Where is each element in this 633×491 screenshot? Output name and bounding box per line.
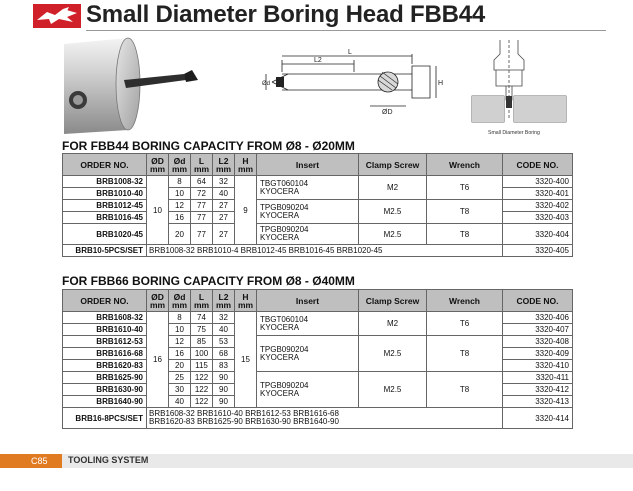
label-od-side: Ød: [262, 81, 271, 87]
table-cell: 25: [169, 372, 191, 384]
table-cell: 3320-412: [503, 384, 573, 396]
col-insert: [257, 154, 359, 176]
col-code-no: [503, 154, 573, 176]
page-footer: [0, 454, 633, 468]
table-cell: 10: [169, 324, 191, 336]
cell-text: mm: [193, 299, 210, 310]
col-order-no: [63, 290, 147, 312]
table-cell: 16: [169, 212, 191, 224]
col-order-no: [63, 154, 147, 176]
table-cell: 12: [169, 336, 191, 348]
table-cell: 122: [191, 372, 213, 384]
table-cell: 3320-402: [503, 200, 573, 212]
col-insert: [257, 290, 359, 312]
insert-cell: [257, 372, 359, 408]
table-cell: 100: [191, 348, 213, 360]
table-cell: M2: [359, 176, 427, 200]
table-cell: BRB1640-90: [63, 396, 147, 408]
height-value: 9: [235, 176, 257, 245]
cell-text: TBGT060104: [260, 178, 309, 188]
cell-text: KYOCERA: [260, 388, 300, 398]
insert-cell: [257, 336, 359, 372]
col-length2: [213, 154, 235, 176]
cell-text: ORDER NO.: [80, 159, 129, 170]
cell-text: Clamp Screw: [365, 295, 420, 306]
table-cell: 90: [213, 396, 235, 408]
table-cell: 30: [169, 384, 191, 396]
table-cell: 40: [169, 396, 191, 408]
boring-setup-diagram: [466, 40, 584, 136]
table-row: [63, 200, 573, 212]
col-wrench: [427, 154, 503, 176]
page-number: C85: [31, 456, 48, 466]
title-divider: [86, 30, 606, 31]
table-cell: 74: [191, 312, 213, 324]
col-shank-d: [169, 290, 191, 312]
insert-cell: [257, 224, 359, 245]
cell-text: H: [242, 291, 249, 302]
set-row: [63, 245, 573, 257]
table-cell: 85: [191, 336, 213, 348]
col-height: [235, 154, 257, 176]
table-cell: 64: [191, 176, 213, 188]
table-cell: 122: [191, 396, 213, 408]
cell-text: mm: [215, 163, 232, 174]
cell-text: ORDER NO.: [80, 295, 129, 306]
table-cell: 16: [169, 348, 191, 360]
table-cell: M2.5: [359, 224, 427, 245]
table-cell: T8: [427, 372, 503, 408]
table-row: [63, 224, 573, 245]
table-row: [63, 372, 573, 384]
table-cell: 122: [191, 384, 213, 396]
table-cell: M2: [359, 312, 427, 336]
cell-text: BRB1620-83 BRB1625-90 BRB1630-90 BRB1640-90: [149, 417, 339, 426]
table-cell: 77: [191, 200, 213, 212]
cell-text: CODE NO.: [516, 295, 559, 306]
table-cell: 40: [213, 188, 235, 200]
set-contents: BRB1008-32 BRB1010-4 BRB1012-45 BRB1016-45 BRB1020-45: [147, 245, 503, 257]
cell-text: TPGB090204: [260, 344, 309, 354]
cell-text: L: [198, 155, 205, 166]
cell-text: L: [198, 291, 205, 302]
table-cell: 83: [213, 360, 235, 372]
table-cell: 27: [213, 212, 235, 224]
cell-text: KYOCERA: [260, 322, 300, 332]
table-cell: BRB1016-45: [63, 212, 147, 224]
table-cell: 77: [191, 212, 213, 224]
table-cell: 12: [169, 200, 191, 212]
table-row: [63, 312, 573, 324]
cell-text: Wrench: [448, 159, 481, 170]
dimension-drawing: [262, 44, 446, 120]
table-cell: 3320-409: [503, 348, 573, 360]
cell-text: Insert: [295, 295, 320, 306]
table-cell: M2.5: [359, 200, 427, 224]
cell-text: KYOCERA: [260, 186, 300, 196]
table-cell: T6: [427, 312, 503, 336]
cell-text: BRB1608-32 BRB1610-40 BRB1612-53 BRB1616-68: [149, 409, 339, 418]
cell-text: mm: [237, 163, 254, 174]
table-cell: 3320-411: [503, 372, 573, 384]
bore-d-value: 10: [147, 176, 169, 245]
table-row: [63, 336, 573, 348]
table-row: [63, 176, 573, 188]
table-cell: 3320-407: [503, 324, 573, 336]
table-cell: 8: [169, 312, 191, 324]
col-length: [191, 154, 213, 176]
table-cell: T8: [427, 224, 503, 245]
table-cell: BRB1012-45: [63, 200, 147, 212]
col-bore-d: [147, 290, 169, 312]
table-cell: BRB1616-68: [63, 348, 147, 360]
section-title-fbb44: FOR FBB44 BORING CAPACITY FROM Ø8 - Ø20MM: [62, 139, 355, 153]
cell-text: ØD: [151, 155, 164, 166]
fbb44-spec-table: [62, 153, 573, 257]
insert-cell: [257, 200, 359, 224]
table-cell: 115: [191, 360, 213, 372]
cell-text: L2: [218, 291, 229, 302]
cell-text: mm: [171, 299, 188, 310]
col-length2: [213, 290, 235, 312]
table-cell: 3320-414: [503, 408, 573, 429]
table-cell: T8: [427, 200, 503, 224]
table-cell: T8: [427, 336, 503, 372]
table-header-row: [63, 154, 573, 176]
table-cell: BRB1020-45: [63, 224, 147, 245]
insert-cell: [257, 176, 359, 200]
footer-section-label: TOOLING SYSTEM: [68, 455, 149, 465]
insert-cell: [257, 312, 359, 336]
table-cell: 3320-400: [503, 176, 573, 188]
cell-text: Wrench: [448, 295, 481, 306]
cell-text: H: [242, 155, 249, 166]
cell-text: KYOCERA: [260, 233, 300, 242]
table-cell: 8: [169, 176, 191, 188]
page-header: [0, 0, 633, 34]
col-shank-d: [169, 154, 191, 176]
cell-text: L2: [218, 155, 229, 166]
table-cell: BRB10-5PCS/SET: [63, 245, 147, 257]
page-title: Small Diameter Boring Head FBB44: [86, 1, 486, 28]
cell-text: mm: [149, 299, 166, 310]
table-cell: BRB1630-90: [63, 384, 147, 396]
table-cell: BRB1608-32: [63, 312, 147, 324]
table-cell: 90: [213, 384, 235, 396]
label-h: H: [438, 80, 444, 87]
cell-text: CODE NO.: [516, 159, 559, 170]
cell-text: mm: [215, 299, 232, 310]
boring-head-photo: [64, 36, 252, 134]
cell-text: TBGT060104: [260, 314, 309, 324]
height-value: 15: [235, 312, 257, 408]
cell-text: Ød: [173, 291, 186, 302]
table-cell: BRB16-8PCS/SET: [63, 408, 147, 429]
cell-text: Insert: [295, 159, 320, 170]
table-cell: 75: [191, 324, 213, 336]
table-cell: 53: [213, 336, 235, 348]
table-cell: 32: [213, 312, 235, 324]
table-cell: M2.5: [359, 372, 427, 408]
table-cell: 68: [213, 348, 235, 360]
table-cell: 3320-404: [503, 224, 573, 245]
table-cell: 20: [169, 224, 191, 245]
cell-text: mm: [149, 163, 166, 174]
table-cell: BRB1612-53: [63, 336, 147, 348]
table-cell: 27: [213, 224, 235, 245]
cell-text: ØD: [151, 291, 164, 302]
cell-text: KYOCERA: [260, 352, 300, 362]
cell-text: mm: [193, 163, 210, 174]
table-cell: 27: [213, 200, 235, 212]
table-cell: 3320-406: [503, 312, 573, 324]
table-cell: 72: [191, 188, 213, 200]
col-clamp-screw: [359, 154, 427, 176]
label-l: L: [348, 49, 352, 56]
table-cell: 3320-413: [503, 396, 573, 408]
table-cell: BRB1010-40: [63, 188, 147, 200]
col-code-no: [503, 290, 573, 312]
table-cell: BRB1625-90: [63, 372, 147, 384]
cell-text: TPGB090204: [260, 380, 309, 390]
table-header-row: [63, 290, 573, 312]
bore-d-value: 16: [147, 312, 169, 408]
table-cell: 3320-405: [503, 245, 573, 257]
brand-logo-icon: [33, 4, 81, 28]
cell-text: Clamp Screw: [365, 159, 420, 170]
set-contents: [147, 408, 503, 429]
table-cell: 77: [191, 224, 213, 245]
cell-text: KYOCERA: [260, 210, 300, 220]
col-length: [191, 290, 213, 312]
table-cell: 32: [213, 176, 235, 188]
cell-text: TPGB090204: [260, 202, 309, 212]
col-height: [235, 290, 257, 312]
cell-text: Ød: [173, 155, 186, 166]
table-cell: 40: [213, 324, 235, 336]
set-row: [63, 408, 573, 429]
table-cell: T6: [427, 176, 503, 200]
fbb66-spec-table: [62, 289, 573, 429]
diagram-caption: Small Diameter Boring: [488, 130, 540, 136]
col-bore-d: [147, 154, 169, 176]
table-cell: 20: [169, 360, 191, 372]
col-wrench: [427, 290, 503, 312]
cell-text: mm: [237, 299, 254, 310]
section-title-fbb66: FOR FBB66 BORING CAPACITY FROM Ø8 - Ø40MM: [62, 274, 355, 288]
table-cell: BRB1620-83: [63, 360, 147, 372]
table-cell: M2.5: [359, 336, 427, 372]
table-cell: 3320-403: [503, 212, 573, 224]
table-cell: BRB1008-32: [63, 176, 147, 188]
table-cell: 3320-408: [503, 336, 573, 348]
table-cell: 3320-401: [503, 188, 573, 200]
cell-text: mm: [171, 163, 188, 174]
label-l2: L2: [314, 57, 322, 64]
table-cell: 90: [213, 372, 235, 384]
label-od: ØD: [382, 109, 393, 116]
table-cell: 10: [169, 188, 191, 200]
col-clamp-screw: [359, 290, 427, 312]
table-cell: 3320-410: [503, 360, 573, 372]
table-cell: BRB1610-40: [63, 324, 147, 336]
cell-text: TPGB090204: [260, 225, 309, 234]
